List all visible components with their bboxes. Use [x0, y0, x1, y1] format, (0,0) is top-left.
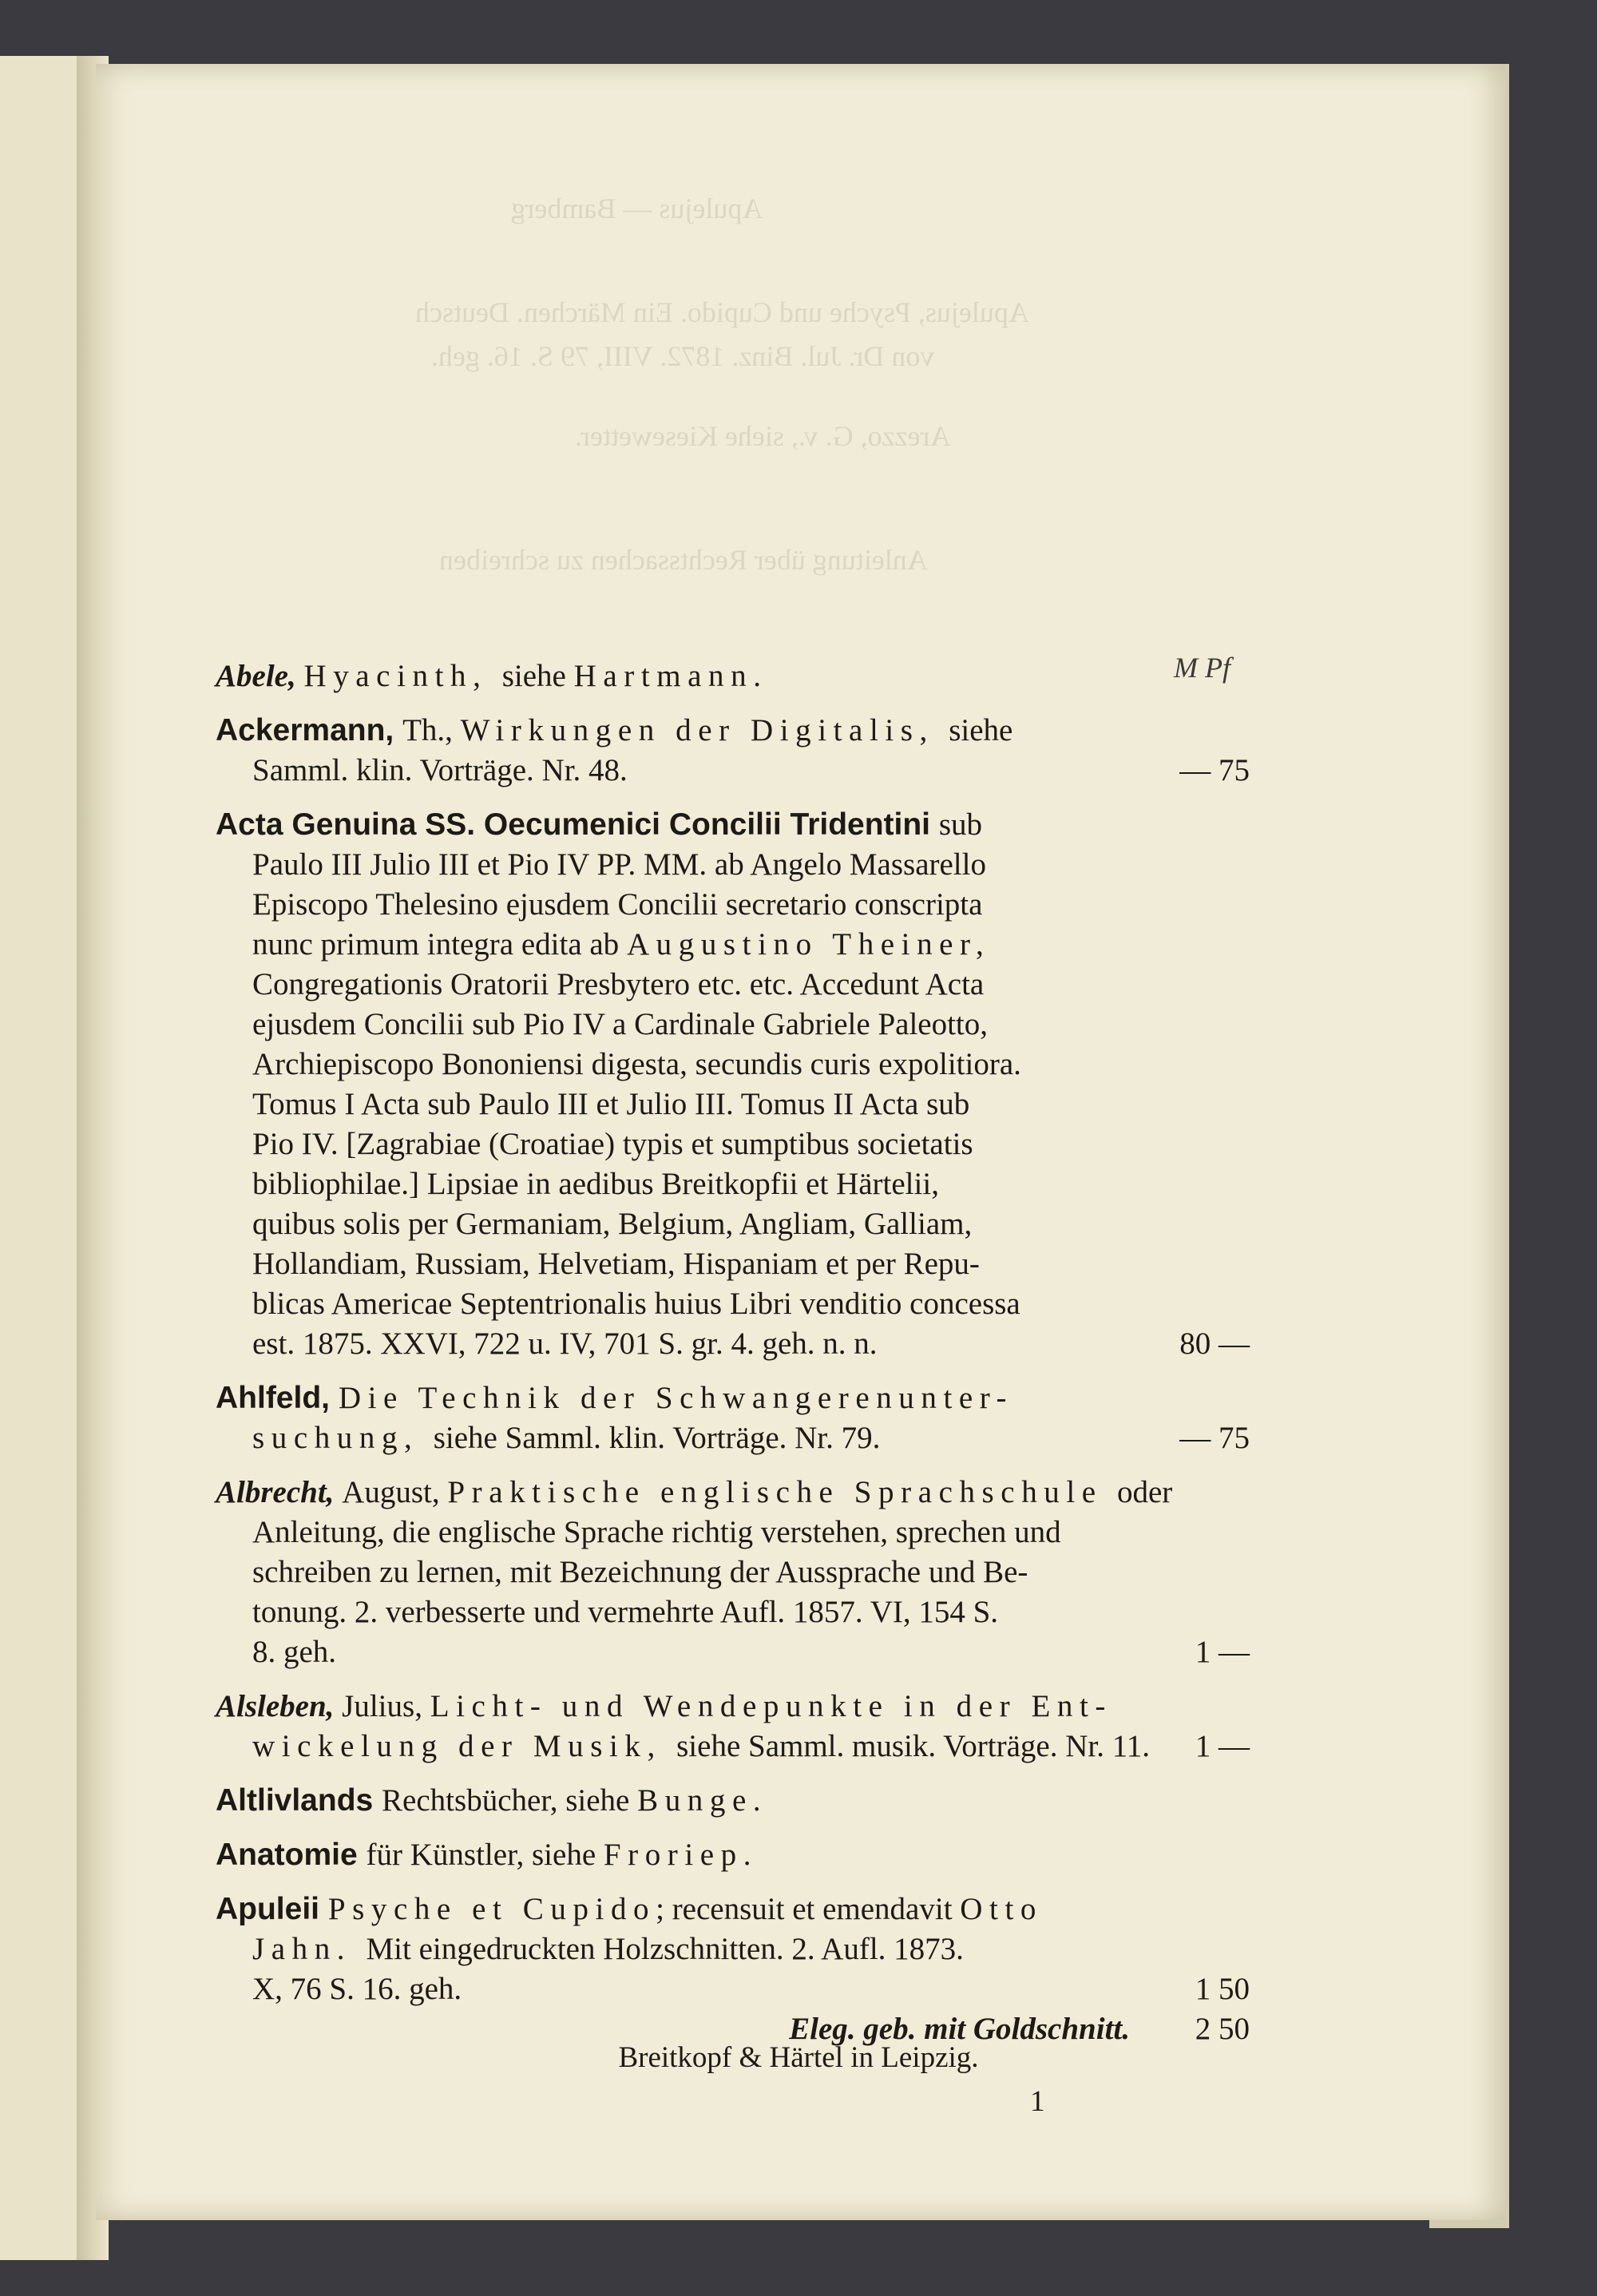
- entry-text: 8. geh.: [252, 1635, 337, 1669]
- entry-headword: Altlivlands: [216, 1783, 382, 1818]
- entry-text: Die Technik der Schwangerenunter-: [338, 1381, 1014, 1415]
- entry-text: siehe Samml. musik. Vorträge. Nr. 11.: [676, 1729, 1151, 1763]
- entry-text: Hyacinth,: [303, 659, 502, 693]
- entry-text: Archiepiscopo Bononiensi digesta, secundis curis expolitiora.: [252, 1047, 1021, 1081]
- entry-headword: Ahlfeld,: [216, 1381, 339, 1415]
- entry-headword: Abele,: [216, 659, 304, 693]
- entry-line: [216, 1592, 1250, 1632]
- entry-text: Froriep.: [603, 1838, 759, 1872]
- bleed-through-text: Apulejus, Psyche und Cupido. Ein Märchen. Deutsch: [415, 296, 1029, 328]
- entry-text: für Künstler, siehe: [366, 1838, 604, 1872]
- entry-first-line: [216, 1781, 1250, 1821]
- entry-line: [216, 1513, 1250, 1552]
- entry-line: [216, 1244, 1250, 1284]
- entry-first-line: [216, 1473, 1250, 1513]
- entry-text: Th.,: [402, 713, 461, 747]
- entry-text: siehe: [501, 659, 574, 693]
- entry-line: [216, 845, 1250, 885]
- entry-text: Praktische englische Sprachschule: [447, 1475, 1117, 1509]
- entry-text: Paulo III Julio III et Pio IV PP. MM. ab Angelo Massarello: [252, 847, 986, 882]
- entry-text: Mit eingedruckten Holzschnitten. 2. Aufl. 1873.: [366, 1932, 964, 1966]
- entry-headword: Albrecht,: [216, 1475, 343, 1509]
- entry-text: Augustino Theiner,: [626, 927, 991, 962]
- page-number: 1: [1030, 2085, 1045, 2118]
- entry-line: [216, 1969, 1250, 2009]
- entry-first-line: [216, 1378, 1250, 1418]
- entry-text: Samml. klin. Vorträge. Nr. 48.: [252, 753, 628, 787]
- catalog-entry: [216, 1835, 1250, 1875]
- entry-text: schreiben zu lernen, mit Bezeichnung der Aussprache und Be-: [252, 1555, 1028, 1589]
- binding-option-price: 2 50: [1195, 2012, 1250, 2046]
- entry-headword: Apuleii: [216, 1892, 328, 1926]
- entry-price: — 75: [1179, 1421, 1250, 1455]
- entry-text: Pio IV. [Zagrabiae (Croatiae) typis et sumptibus societatis: [252, 1127, 973, 1161]
- binding-option-label: Eleg. geb. mit Goldschnitt.: [789, 2012, 1130, 2046]
- entry-price: 1 —: [1195, 1729, 1250, 1763]
- entry-text: est. 1875. XXVI, 722 u. IV, 701 S. gr. 4. geh. n. n.: [252, 1326, 878, 1361]
- entry-price: 80 —: [1179, 1326, 1250, 1361]
- entry-line: [216, 1284, 1250, 1324]
- entry-line: [216, 1929, 1250, 1969]
- entry-text: suchung,: [252, 1421, 434, 1455]
- entry-text: quibus solis per Germaniam, Belgium, Angliam, Galliam,: [252, 1207, 973, 1241]
- handwritten-shelf-mark: M Pf: [1174, 652, 1230, 684]
- catalog-entry: [216, 656, 1250, 696]
- entry-text: ; recensuit et emendavit: [656, 1892, 961, 1926]
- entry-line: [216, 1045, 1250, 1085]
- catalog-entry: [216, 805, 1250, 1364]
- entry-headword: Ackermann,: [216, 713, 403, 747]
- entry-text: Congregationis Oratorii Presbytero etc. etc. Accedunt Acta: [252, 967, 985, 1001]
- entry-line: [216, 1727, 1250, 1767]
- entry-line: [216, 1085, 1250, 1124]
- entry-text: Psyche et Cupido: [327, 1892, 656, 1926]
- entry-text: Otto: [960, 1892, 1043, 1926]
- entry-line: [216, 1632, 1250, 1672]
- entry-text: nunc primum integra edita ab: [252, 927, 627, 962]
- entry-text: ejusdem Concilii sub Pio IV a Cardinale Gabriele Paleotto,: [252, 1007, 989, 1041]
- entry-line: [216, 1164, 1250, 1204]
- catalog-entry: [216, 1378, 1250, 1458]
- catalog-entry: [216, 1473, 1250, 1672]
- entry-first-line: [216, 1687, 1250, 1727]
- entry-headword: Anatomie: [216, 1838, 367, 1872]
- entry-text: Bunge.: [637, 1783, 768, 1818]
- entry-text: August,: [342, 1475, 448, 1509]
- entry-text: Julius,: [342, 1689, 430, 1723]
- entry-first-line: [216, 1835, 1250, 1875]
- entry-text: wickelung der Musik,: [252, 1729, 677, 1763]
- entry-first-line: [216, 711, 1250, 751]
- entry-text: Rechtsbücher, siehe: [382, 1783, 638, 1818]
- entry-first-line: [216, 805, 1250, 845]
- entry-text: X, 76 S. 16. geh.: [252, 1972, 462, 2006]
- entry-text: Licht- und Wendepunkte in der Ent-: [430, 1689, 1112, 1723]
- entry-text: tonung. 2. verbesserte und vermehrte Aufl. 1857. VI, 154 S.: [252, 1595, 999, 1629]
- catalog-entry: [216, 1890, 1250, 2049]
- entry-text: siehe Samml. klin. Vorträge. Nr. 79.: [433, 1421, 881, 1455]
- entry-text: Jahn.: [252, 1932, 367, 1966]
- entry-text: Hartmann.: [573, 659, 768, 693]
- publisher-footer: Breitkopf & Härtel in Leipzig.: [618, 2041, 979, 2074]
- catalog-entry: [216, 1781, 1250, 1821]
- entry-line: [216, 885, 1250, 925]
- entry-text: Anleitung, die englische Sprache richtig verstehen, sprechen und: [252, 1515, 1061, 1549]
- entry-line: [216, 751, 1250, 791]
- entry-text: blicas Americae Septentrionalis huius Libri venditio concessa: [252, 1287, 1020, 1321]
- entry-line: [216, 1124, 1250, 1164]
- entry-price: 1 —: [1195, 1635, 1250, 1669]
- entry-line: [216, 965, 1250, 1005]
- entry-line: [216, 1552, 1250, 1592]
- entry-text: siehe: [949, 713, 1013, 747]
- entry-line: [216, 925, 1250, 965]
- catalog-entry: [216, 711, 1250, 791]
- entry-text: Tomus I Acta sub Paulo III et Julio III. Tomus II Acta sub: [252, 1087, 970, 1121]
- bleed-through-text: von Dr. Jul. Binz. 1872. VIII, 79 S. 16. geh.: [431, 340, 935, 372]
- bleed-through-text: Apulejus — Bamberg: [511, 192, 763, 224]
- entry-text: bibliophilae.] Lipsiae in aedibus Breitkopfii et Härtelii,: [252, 1167, 939, 1201]
- entry-first-line: [216, 656, 1250, 696]
- entry-line: [216, 1418, 1250, 1458]
- entry-price: 1 50: [1195, 1972, 1250, 2006]
- catalog-entries: [216, 656, 1250, 2064]
- entry-line: [216, 1204, 1250, 1244]
- bleed-through-text: Arezzo, G. v., siehe Kiesewetter.: [575, 420, 951, 452]
- entry-text: Episcopo Thelesino ejusdem Concilii secretario conscripta: [252, 887, 983, 922]
- entry-text: Hollandiam, Russiam, Helvetiam, Hispaniam et per Repu-: [252, 1247, 980, 1281]
- entry-text: sub: [938, 807, 983, 842]
- entry-line: [216, 1005, 1250, 1045]
- entry-price: — 75: [1179, 753, 1250, 787]
- catalog-entry: [216, 1687, 1250, 1767]
- entry-line: [216, 1324, 1250, 1364]
- bleed-through-text: Anleitung über Rechtssachen zu schreiben: [439, 544, 928, 576]
- entry-first-line: [216, 1890, 1250, 1929]
- entry-headword: Acta Genuina SS. Oecumenici Concilii Tridentini: [216, 807, 939, 842]
- entry-headword: Alsleben,: [216, 1689, 343, 1723]
- entry-text: Wirkungen der Digitalis,: [460, 713, 949, 747]
- entry-text: oder: [1117, 1475, 1173, 1509]
